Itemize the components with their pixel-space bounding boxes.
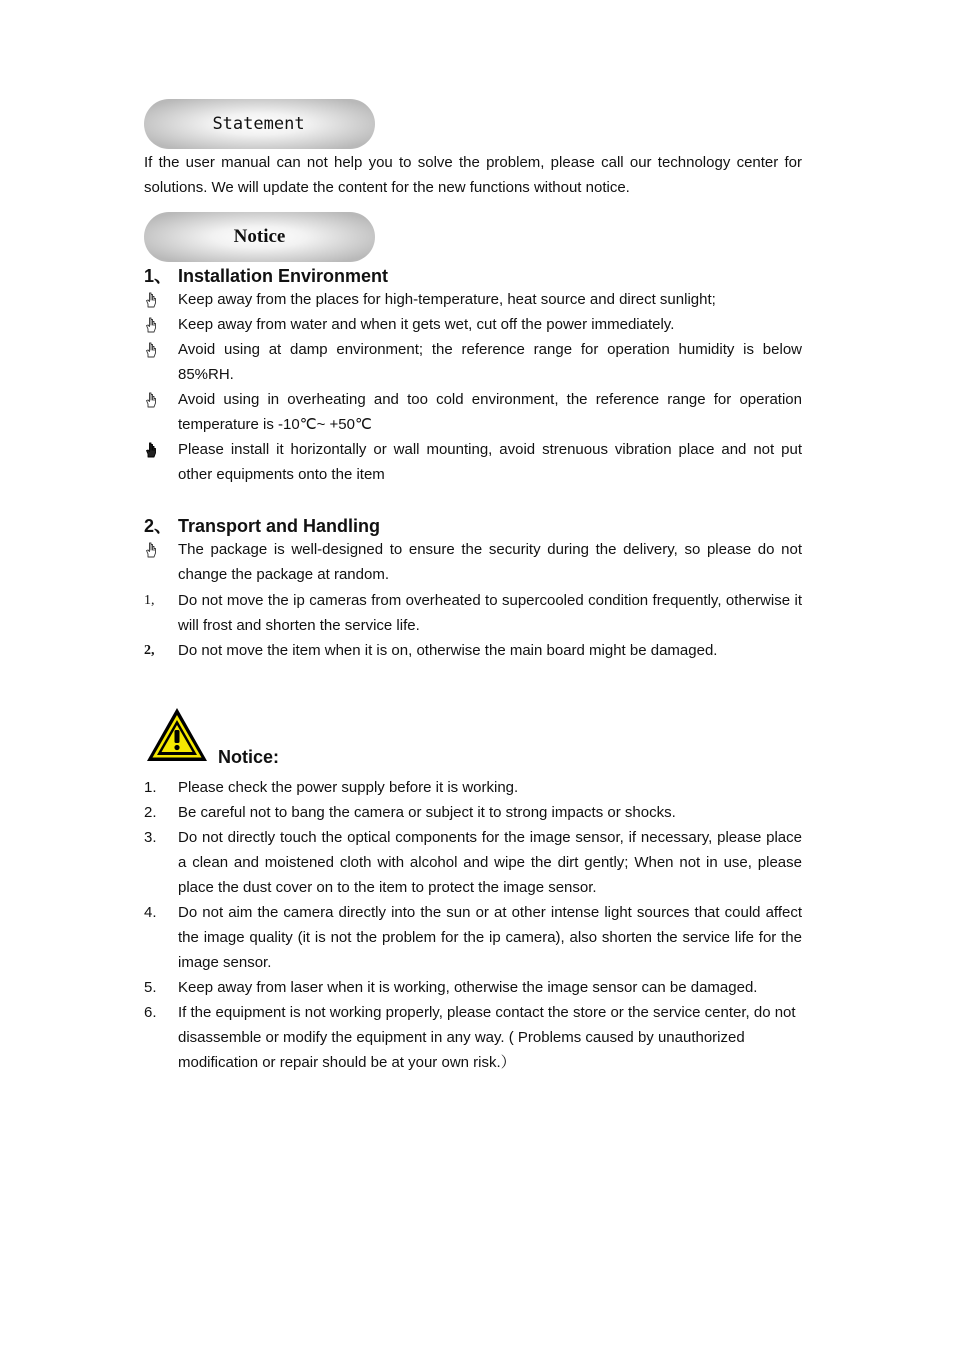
- hand-pointer-icon: [144, 387, 174, 412]
- notice-item-number: 6.: [144, 1004, 157, 1021]
- notice-label: Notice:: [218, 747, 280, 767]
- transport-title: Transport and Handling: [178, 516, 381, 536]
- notice-item-text: Do not directly touch the optical components for the image sensor, if necessary, please place a clean and moistened cloth with alcohol and wipe the dirt gently; When not in use, please place the dust cover on to the item to protect the image sensor.: [178, 829, 802, 896]
- notice-item: [144, 775, 802, 800]
- hand-pointer-icon: [144, 287, 174, 312]
- hand-pointer-solid-icon: [144, 437, 174, 462]
- installation-item-text: Keep away from the places for high-temperature, heat source and direct sunlight;: [178, 291, 716, 308]
- installation-item-text: Avoid using at damp environment; the reference range for operation humidity is below 85%RH.: [178, 341, 802, 383]
- notice-item: [144, 825, 802, 900]
- installation-title: Installation Environment: [178, 266, 389, 286]
- transport-item-text: Do not move the ip cameras from overheated to supercooled condition frequently, otherwise it will frost and shorten the service life.: [178, 592, 802, 634]
- notice-item: [144, 1000, 802, 1075]
- installation-item: [144, 287, 802, 312]
- installation-item: [144, 337, 802, 387]
- hand-pointer-icon: [144, 537, 174, 562]
- transport-item: [144, 537, 802, 587]
- notice-banner: [144, 212, 375, 262]
- installation-item-text: Avoid using in overheating and too cold environment, the reference range for operation temperature is -10℃~ +50℃: [178, 391, 802, 433]
- notice-item-text: If the equipment is not working properly, please contact the store or the service center, do not disassemble or modify the equipment in any way. ( Problems caused by unauthorized modification or repair should be at your own risk.）: [178, 1004, 796, 1071]
- notice-item-number: 1.: [144, 779, 157, 796]
- installation-number: 1、: [144, 266, 173, 286]
- notice-item-number: 3.: [144, 829, 157, 846]
- notice-item-text: Keep away from laser when it is working, otherwise the image sensor can be damaged.: [178, 979, 758, 996]
- transport-item: [144, 588, 802, 638]
- transport-item-text: The package is well-designed to ensure the security during the delivery, so please do not change the package at random.: [178, 541, 802, 583]
- statement-title: Statement: [212, 114, 305, 134]
- notice-item: [144, 800, 802, 825]
- installation-item-text: Please install it horizontally or wall mounting, avoid strenuous vibration place and not put other equipments onto the item: [178, 441, 802, 483]
- notice-item: [144, 975, 802, 1000]
- installation-item: [144, 437, 802, 487]
- hand-pointer-icon: [144, 337, 174, 362]
- installation-heading: [144, 264, 388, 288]
- notice-item-text: Do not aim the camera directly into the sun or at other intense light sources that could affect the image quality (it is not the problem for the ip camera), also shorten the service life for the image sensor.: [178, 904, 802, 971]
- notice-item: [144, 900, 802, 975]
- transport-heading: [144, 514, 380, 538]
- notice-item-text: Be careful not to bang the camera or subject it to strong impacts or shocks.: [178, 804, 676, 821]
- statement-banner: [144, 99, 375, 149]
- installation-item-text: Keep away from water and when it gets wet, cut off the power immediately.: [178, 316, 675, 333]
- installation-item: [144, 387, 802, 437]
- installation-item: [144, 312, 802, 337]
- notice-title: Notice: [233, 226, 286, 247]
- statement-body: If the user manual can not help you to solve the problem, please call our technology center for solutions. We will update the content for the new functions without notice.: [144, 154, 802, 196]
- notice-item-text: Please check the power supply before it is working.: [178, 779, 519, 796]
- transport-item: [144, 638, 802, 663]
- transport-item-text: Do not move the item when it is on, otherwise the main board might be damaged.: [178, 642, 718, 659]
- notice-item-number: 2.: [144, 804, 157, 821]
- transport-number: 2、: [144, 516, 173, 536]
- transport-item-marker: 1,: [144, 593, 155, 608]
- hand-pointer-icon: [144, 312, 174, 337]
- notice-item-number: 5.: [144, 979, 157, 996]
- notice-item-number: 4.: [144, 904, 157, 921]
- warning-triangle-icon: [145, 706, 209, 763]
- transport-item-marker: 2,: [144, 643, 155, 658]
